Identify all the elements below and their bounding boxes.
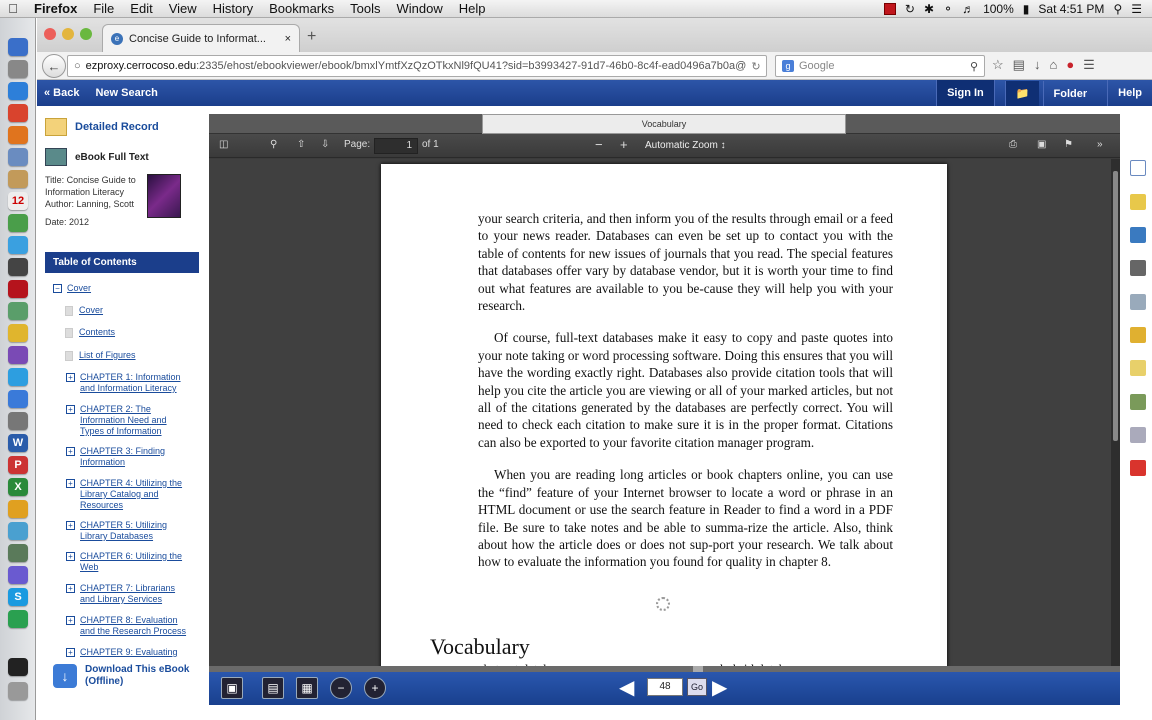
dock-messages-icon[interactable] xyxy=(8,236,28,254)
toc-item-label: Resources xyxy=(80,500,124,510)
folder-tool-icon[interactable] xyxy=(1130,327,1146,343)
expand-icon[interactable]: + xyxy=(66,521,75,530)
dock-notes-icon[interactable] xyxy=(8,324,28,342)
book-author: Author: Lanning, Scott xyxy=(45,199,135,209)
next-page-icon[interactable]: ⇩ xyxy=(321,139,330,150)
toc-item-label: CHAPTER 9: Evaluating xyxy=(80,647,178,657)
toc-item-label: and Library Services xyxy=(80,594,163,604)
zoom-in-icon[interactable]: + xyxy=(620,137,628,152)
expand-icon[interactable]: + xyxy=(66,584,75,593)
toc-item-label: and Information Literacy xyxy=(80,383,177,393)
dock-launchpad-icon[interactable] xyxy=(8,60,28,78)
download-ebook-link[interactable] xyxy=(53,664,189,688)
expand-icon[interactable]: + xyxy=(66,373,75,382)
share-plus-icon[interactable] xyxy=(1130,460,1146,476)
spotlight-icon[interactable]: ⚲ xyxy=(1113,1,1123,16)
document-icon xyxy=(45,118,67,136)
email-icon[interactable] xyxy=(1130,294,1146,310)
menu-icon[interactable]: ☰ xyxy=(1083,57,1095,72)
menu-tools[interactable]: Tools xyxy=(350,1,381,16)
paragraph: Of course, full-text databases make it easy to copy and paste quotes into your note taking or word processing software. Doing this ensures that you will have the wording exactly right. Databases also provide citation tools that will help you cite the article you are viewing or all of your marked articles, but not all of the citations generated by the databases are perfectly correct. You will need to check each citation to make sure it is in the proper format. Citations can also be exported to your favorite citation manager program. xyxy=(478,330,893,450)
clock[interactable]: Sat 4:51 PM xyxy=(1038,1,1105,16)
zoom-out-circle-icon[interactable]: − xyxy=(330,677,352,699)
zoom-window-icon[interactable] xyxy=(80,28,92,40)
toc-root[interactable] xyxy=(55,283,92,294)
toc-item[interactable] xyxy=(79,327,115,338)
dock-powerpoint-icon[interactable]: P xyxy=(8,456,28,474)
wifi-icon[interactable]: ⚬ xyxy=(943,1,954,16)
dock-word-icon[interactable]: W xyxy=(8,434,28,452)
toolbar-icons xyxy=(992,57,1095,73)
book-date: Date: 2012 xyxy=(45,217,90,227)
fit-page-icon[interactable]: ▦ xyxy=(296,677,318,699)
print-tool-icon[interactable] xyxy=(1130,260,1146,276)
toc-item-label: CHAPTER 2: The xyxy=(80,404,151,414)
footer-page-input[interactable]: 48 xyxy=(647,678,683,696)
pdf-page xyxy=(381,164,947,684)
close-tab-icon[interactable]: × xyxy=(284,32,291,45)
page-text xyxy=(478,210,893,586)
left-panel xyxy=(45,114,199,714)
globe-icon: ○ xyxy=(74,60,81,72)
book-title-1: Title: Concise Guide to xyxy=(45,175,136,185)
search-placeholder: Google xyxy=(799,60,835,72)
download-icon[interactable]: ↓ xyxy=(1033,57,1041,72)
dock-appstore-icon[interactable] xyxy=(8,390,28,408)
sidebar-toggle-icon[interactable]: ◫ xyxy=(219,139,229,150)
download-label-2: (Offline) xyxy=(85,676,124,687)
dock-preferences-icon[interactable] xyxy=(8,412,28,430)
folder-label: Folder xyxy=(1043,81,1098,107)
menu-window[interactable]: Window xyxy=(396,1,443,16)
toc-item-label: CHAPTER 3: Finding xyxy=(80,446,166,456)
status-area xyxy=(884,2,1152,16)
search-icon[interactable]: ⚲ xyxy=(969,60,978,73)
select-arrows-icon: ↕ xyxy=(720,140,726,151)
toc-item-label: CHAPTER 7: Librarians xyxy=(80,583,176,593)
dock-itunes-icon[interactable] xyxy=(8,368,28,386)
dock-safari-icon[interactable] xyxy=(8,82,28,100)
dock-app6-icon[interactable] xyxy=(8,566,28,584)
viewer-tab[interactable]: Vocabulary xyxy=(482,114,846,134)
toc-item-label: Library Catalog and xyxy=(80,489,159,499)
bookmark-star-icon[interactable]: ☆ xyxy=(992,57,1004,72)
record-icon[interactable] xyxy=(884,3,896,15)
dock-camera-icon[interactable] xyxy=(8,258,28,276)
page-number-input[interactable]: 1 xyxy=(374,138,418,154)
new-tab-icon[interactable]: + xyxy=(307,28,317,45)
full-text-label: eBook Full Text xyxy=(75,151,149,163)
toc-item[interactable] xyxy=(68,372,181,394)
google-icon[interactable]: g xyxy=(782,60,794,72)
search-bar[interactable] xyxy=(775,55,985,77)
expand-icon[interactable]: + xyxy=(66,479,75,488)
ebook-icon xyxy=(45,148,67,166)
expand-icon[interactable]: + xyxy=(66,648,75,657)
battery-percent[interactable]: 100% xyxy=(983,1,1014,16)
url-path: :2335/ehost/ebookviewer/ebook/bmxlYmtfXzQzOTkxNl9fQU41?sid=b3993427-91d7-46b0-8c4f-ead0496a7b0a@ xyxy=(196,60,747,72)
vertical-scrollbar[interactable] xyxy=(1111,159,1120,666)
page-icon xyxy=(65,306,73,316)
back-link[interactable]: « Back xyxy=(44,87,80,99)
download-label-1: Download This eBook xyxy=(85,664,190,675)
url-host: ezproxy.cerrocoso.edu xyxy=(85,60,197,72)
page-label: Page: xyxy=(344,139,371,150)
ebsco-favicon-icon: e xyxy=(111,33,123,45)
volume-icon[interactable]: ♬ xyxy=(962,1,975,16)
page-content xyxy=(37,106,1152,720)
menu-bar xyxy=(0,0,1152,18)
pinterest-icon[interactable]: ● xyxy=(1066,57,1075,72)
folder-icon: 📁 xyxy=(1005,81,1040,107)
toc-item[interactable] xyxy=(68,520,168,542)
pdf-toolbar xyxy=(209,134,1120,158)
book-title-2: Information Literacy xyxy=(45,187,125,197)
bookmark-icon[interactable]: ⚑ xyxy=(1064,139,1073,150)
toc-item-label: CHAPTER 5: Utilizing xyxy=(80,520,168,530)
toc-item[interactable] xyxy=(79,305,103,316)
toc-item-label: Information Need and xyxy=(80,415,167,425)
download-icon: ↓ xyxy=(53,664,77,688)
toc-item-label: CHAPTER 4: Utilizing the xyxy=(80,478,183,488)
toc-item-label: Information xyxy=(80,457,126,467)
menu-app-firefox[interactable]: Firefox xyxy=(34,1,78,16)
toc-item-label: Cover xyxy=(79,305,104,315)
save-icon[interactable]: ▣ xyxy=(1037,139,1047,150)
browser-tab[interactable] xyxy=(102,24,300,52)
toc-item-label: Library Databases xyxy=(80,531,154,541)
dock-chrome-icon[interactable] xyxy=(8,104,28,122)
minimize-window-icon[interactable] xyxy=(62,28,74,40)
time-machine-icon[interactable]: ↻ xyxy=(904,1,915,16)
toc-items xyxy=(45,273,199,665)
detailed-record-label: Detailed Record xyxy=(75,121,159,133)
print-icon[interactable]: ⎙ xyxy=(1009,139,1017,150)
search-inside-icon[interactable] xyxy=(1130,160,1146,176)
next-page-arrow-icon[interactable]: ▶ xyxy=(712,677,728,699)
notification-list-icon[interactable]: ☰ xyxy=(1131,1,1142,16)
menu-help[interactable]: Help xyxy=(458,1,486,16)
tab-title: Concise Guide to Informat... xyxy=(129,32,266,45)
toc-item-label: List of Figures xyxy=(79,350,136,360)
expand-icon[interactable]: + xyxy=(66,447,75,456)
toc-item[interactable] xyxy=(68,551,183,573)
new-search-link[interactable]: New Search xyxy=(95,87,158,99)
toc-item[interactable] xyxy=(68,446,166,468)
full-text-header xyxy=(45,148,199,166)
apple-icon[interactable] xyxy=(0,1,26,16)
dock-app3-icon[interactable] xyxy=(8,500,28,518)
fit-width-icon[interactable]: ▤ xyxy=(262,677,284,699)
toc-item-label: and the Research Process xyxy=(80,626,187,636)
url-bar[interactable] xyxy=(67,55,767,77)
close-window-icon[interactable] xyxy=(44,28,56,40)
previous-page-icon[interactable]: ⇧ xyxy=(297,139,306,150)
dock-app2-icon[interactable] xyxy=(8,346,28,364)
toc-header: Table of Contents xyxy=(45,252,199,273)
collapse-icon[interactable]: − xyxy=(53,284,62,293)
expand-icon[interactable]: + xyxy=(66,616,75,625)
dock-app-icon[interactable] xyxy=(8,280,28,298)
menu-history[interactable]: History xyxy=(212,1,254,16)
loading-spinner-icon xyxy=(656,597,670,611)
browser-window xyxy=(37,18,1152,720)
dictionary-icon[interactable] xyxy=(1130,227,1146,243)
viewer-footer xyxy=(209,672,1120,705)
page-icon xyxy=(65,351,73,361)
go-button[interactable]: Go xyxy=(687,678,707,696)
export-icon[interactable] xyxy=(1130,394,1146,410)
toc-item[interactable] xyxy=(68,615,187,637)
zoom-in-circle-icon[interactable]: + xyxy=(364,677,386,699)
zoom-out-icon[interactable]: − xyxy=(595,137,603,152)
folder-link[interactable] xyxy=(994,80,1107,106)
dock-firefox-icon[interactable] xyxy=(8,126,28,144)
dock-mail-icon[interactable] xyxy=(8,148,28,166)
find-icon[interactable]: ⚲ xyxy=(270,139,278,150)
zoom-select[interactable] xyxy=(641,138,739,154)
home-icon[interactable]: ⌂ xyxy=(1049,57,1058,72)
toc-item-label: CHAPTER 1: Information xyxy=(80,372,181,382)
ebsco-toolbar xyxy=(37,80,1152,106)
fullscreen-icon[interactable]: ▣ xyxy=(221,677,243,699)
dock-terminal-icon[interactable] xyxy=(8,658,28,676)
dock-skype-icon[interactable]: S xyxy=(8,588,28,606)
dock-contacts-icon[interactable] xyxy=(8,170,28,188)
dock-excel-icon[interactable]: X xyxy=(8,478,28,496)
toc-item-label: Contents xyxy=(79,327,116,337)
navigation-bar xyxy=(37,52,1152,80)
toc-root-label: Cover xyxy=(67,283,92,293)
previous-page-arrow-icon[interactable]: ◀ xyxy=(619,677,635,699)
paragraph: your search criteria, and then inform you of the results through email or a feed to your news reader. Databases can even be set up to contact you with the table of contents for new issues of journals that you read. The special features that databases offer vary by database vendor, but it is worth your time to find out what features are available to you be-cause they will help you with your research. xyxy=(478,211,893,314)
tab-bar xyxy=(37,18,1152,52)
toc-item[interactable] xyxy=(68,478,183,511)
bluetooth-icon[interactable]: ✱ xyxy=(923,1,935,16)
detailed-record-link[interactable] xyxy=(45,114,199,140)
help-link[interactable]: Help xyxy=(1107,80,1152,106)
expand-icon[interactable]: + xyxy=(66,405,75,414)
dock-app7-icon[interactable] xyxy=(8,610,28,628)
toc-item-label: CHAPTER 6: Utilizing the xyxy=(80,551,183,561)
cite-icon[interactable] xyxy=(1130,360,1146,376)
toc-item[interactable] xyxy=(68,404,167,437)
dock-maps-icon[interactable] xyxy=(8,214,28,232)
menu-view[interactable]: View xyxy=(168,1,197,16)
menu-bookmarks[interactable]: Bookmarks xyxy=(269,1,335,16)
dock-app4-icon[interactable] xyxy=(8,522,28,540)
page-count: of 1 xyxy=(422,139,439,150)
dock-trash-icon[interactable] xyxy=(8,682,28,700)
toc-item[interactable] xyxy=(68,583,176,605)
book-info xyxy=(45,174,199,230)
book-cover[interactable] xyxy=(147,174,181,218)
dock-app5-icon[interactable] xyxy=(8,544,28,562)
toc-item-label: CHAPTER 8: Evaluation xyxy=(80,615,178,625)
dock-finder-icon[interactable] xyxy=(8,38,28,56)
ebook-viewer xyxy=(209,114,1120,704)
table-of-contents xyxy=(45,252,199,665)
dock-calendar-icon[interactable]: 12 xyxy=(8,192,28,210)
expand-icon[interactable]: + xyxy=(66,552,75,561)
reader-list-icon[interactable]: ▤ xyxy=(1012,57,1025,72)
scroll-thumb[interactable] xyxy=(1113,171,1118,441)
vocabulary-heading: Vocabulary xyxy=(430,634,530,659)
permalink-icon[interactable] xyxy=(1130,427,1146,443)
toc-item-label: Types of Information xyxy=(80,426,162,436)
battery-icon: ▮ xyxy=(1022,1,1030,16)
menu-edit[interactable]: Edit xyxy=(130,1,153,16)
dock-photos-icon[interactable] xyxy=(8,302,28,320)
page-area[interactable] xyxy=(209,159,1111,666)
viewer-tab-bar xyxy=(209,114,1120,134)
dock xyxy=(0,18,36,720)
page-icon xyxy=(65,328,73,338)
menu-file[interactable]: File xyxy=(93,1,115,16)
paragraph: When you are reading long articles or book chapters online, you can use the “find” feature of your Internet browser to locate a word or phrase in an HTML document or use the search feature in Reader to find a word in a PDF file. Be sure to take notes and be able to summa-rize the article. Also, think about how the article does or does not sup-port your research. We talk about how to evaluate the information you found for quality in chapter 8. xyxy=(478,467,893,570)
tools-chevron-icon[interactable]: » xyxy=(1097,139,1103,150)
notes-icon[interactable] xyxy=(1130,194,1146,210)
zoom-value: Automatic Zoom xyxy=(645,140,718,151)
toc-item[interactable] xyxy=(79,350,136,361)
reload-icon[interactable]: ↻ xyxy=(751,60,761,73)
toc-item[interactable] xyxy=(68,647,178,658)
toc-item-label: Web xyxy=(80,562,99,572)
back-arrow-icon[interactable]: ← xyxy=(42,54,66,78)
sign-in-link[interactable]: Sign In xyxy=(936,80,994,106)
